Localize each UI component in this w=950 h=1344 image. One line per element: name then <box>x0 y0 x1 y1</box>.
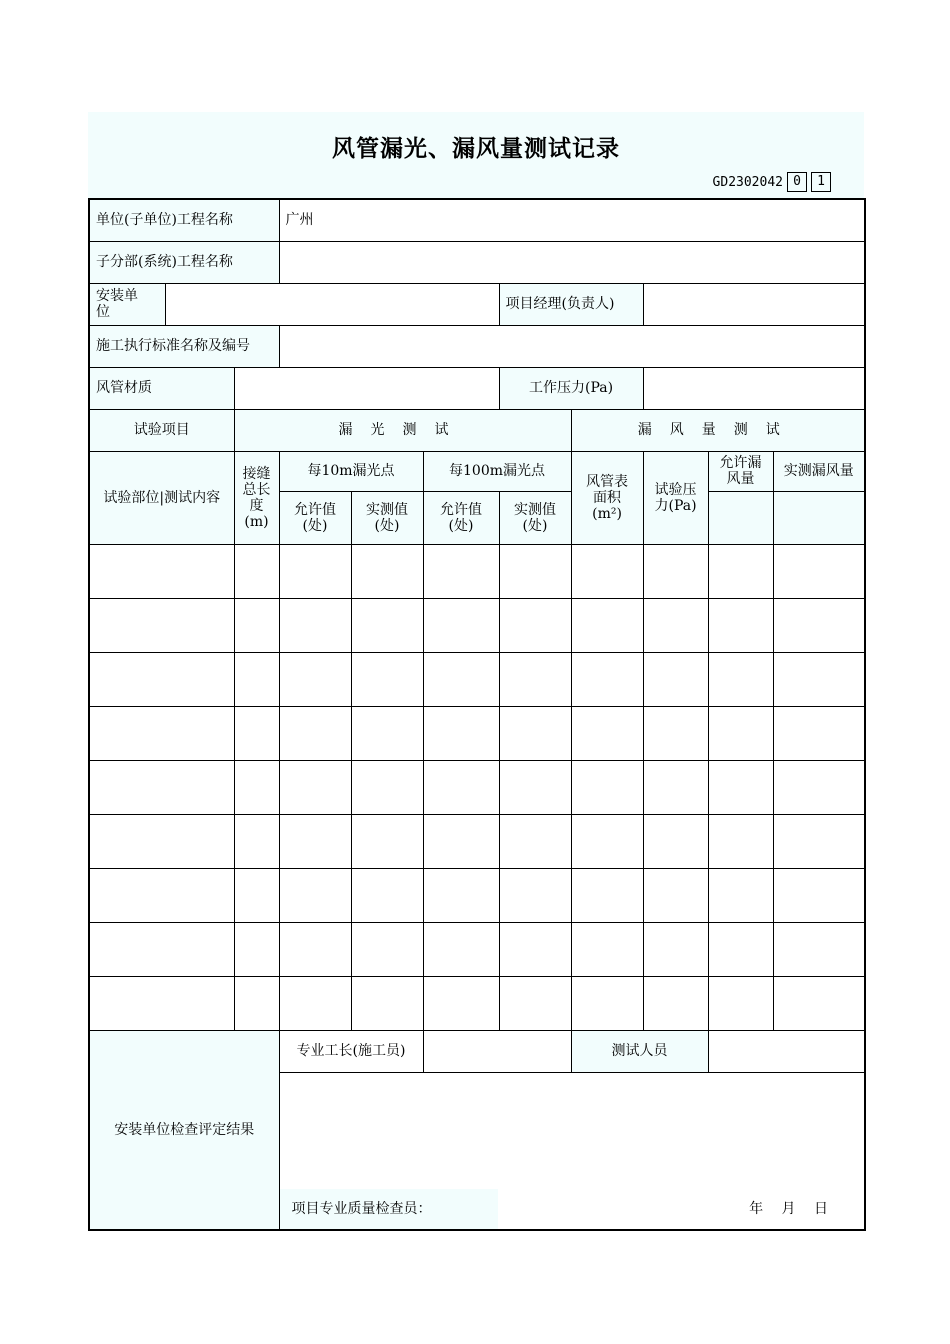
cell-position[interactable] <box>89 814 234 868</box>
cell-position[interactable] <box>89 706 234 760</box>
cell-allowed-leak[interactable] <box>708 706 773 760</box>
result-label: 安装单位检查评定结果 <box>89 1030 279 1230</box>
cell-allowed-10m[interactable] <box>279 652 351 706</box>
seam-length-header: 接缝总长度(m) <box>234 451 279 544</box>
cell-test-pressure[interactable] <box>643 760 708 814</box>
manager-field[interactable] <box>643 283 865 325</box>
cell-surface-area[interactable] <box>571 544 643 598</box>
cell-measured-100m[interactable] <box>499 922 571 976</box>
cell-test-pressure[interactable] <box>643 922 708 976</box>
cell-measured-10m[interactable] <box>351 706 423 760</box>
cell-seam-length[interactable] <box>234 544 279 598</box>
cell-measured-100m[interactable] <box>499 652 571 706</box>
cell-allowed-100m[interactable] <box>423 814 499 868</box>
cell-test-pressure[interactable] <box>643 868 708 922</box>
cell-seam-length[interactable] <box>234 976 279 1030</box>
cell-allowed-leak[interactable] <box>708 544 773 598</box>
position-content-header: 试验部位|测试内容 <box>89 451 234 544</box>
cell-test-pressure[interactable] <box>643 976 708 1030</box>
form-code-prefix: GD2302042 <box>712 174 783 190</box>
per-100m-header: 每100m漏光点 <box>423 451 571 491</box>
measured-100m-header: 实测值(处) <box>499 491 571 544</box>
cell-measured-leak[interactable] <box>773 922 865 976</box>
cell-allowed-leak[interactable] <box>708 814 773 868</box>
cell-measured-10m[interactable] <box>351 652 423 706</box>
cell-allowed-leak[interactable] <box>708 760 773 814</box>
cell-test-pressure[interactable] <box>643 706 708 760</box>
allowed-100m-header: 允许值(处) <box>423 491 499 544</box>
cell-allowed-leak[interactable] <box>708 922 773 976</box>
cell-seam-length[interactable] <box>234 922 279 976</box>
cell-allowed-10m[interactable] <box>279 544 351 598</box>
cell-position[interactable] <box>89 544 234 598</box>
cell-measured-leak[interactable] <box>773 598 865 652</box>
cell-measured-10m[interactable] <box>351 598 423 652</box>
material-field[interactable] <box>234 367 499 409</box>
cell-surface-area[interactable] <box>571 922 643 976</box>
table-row <box>89 544 865 598</box>
install-unit-field[interactable] <box>165 283 499 325</box>
per-10m-header: 每10m漏光点 <box>279 451 423 491</box>
cell-allowed-leak[interactable] <box>708 598 773 652</box>
cell-measured-10m[interactable] <box>351 760 423 814</box>
cell-allowed-10m[interactable] <box>279 814 351 868</box>
form-code-box-2[interactable]: 1 <box>811 172 831 192</box>
cell-measured-leak[interactable] <box>773 544 865 598</box>
measured-leak-header: 实测漏风量 <box>773 451 865 491</box>
inspector-label: 项目专业质量检查员： <box>280 1189 498 1229</box>
record-form-table <box>88 198 866 1231</box>
cell-allowed-100m[interactable] <box>423 652 499 706</box>
form-code <box>713 172 831 192</box>
test-item-label: 试验项目 <box>89 409 234 451</box>
cell-test-pressure[interactable] <box>643 544 708 598</box>
cell-position[interactable] <box>89 598 234 652</box>
cell-allowed-100m[interactable] <box>423 976 499 1030</box>
allowed-leak-unit-cell <box>708 491 773 544</box>
cell-surface-area[interactable] <box>571 706 643 760</box>
install-unit-label: 安装单位 <box>89 283 165 325</box>
table-row <box>89 652 865 706</box>
cell-allowed-10m[interactable] <box>279 922 351 976</box>
cell-position[interactable] <box>89 652 234 706</box>
cell-measured-100m[interactable] <box>499 976 571 1030</box>
cell-seam-length[interactable] <box>234 868 279 922</box>
test-pressure-header: 试验压力(Pa) <box>643 451 708 544</box>
cell-test-pressure[interactable] <box>643 598 708 652</box>
date-label: 年 月 日 <box>749 1201 829 1217</box>
cell-measured-100m[interactable] <box>499 760 571 814</box>
standard-field[interactable] <box>279 325 865 367</box>
cell-seam-length[interactable] <box>234 598 279 652</box>
cell-position[interactable] <box>89 760 234 814</box>
cell-allowed-100m[interactable] <box>423 868 499 922</box>
project-name-label: 单位(子单位)工程名称 <box>89 199 279 241</box>
air-test-header: 漏风量测试 <box>571 409 865 451</box>
cell-allowed-10m[interactable] <box>279 598 351 652</box>
data-rows <box>89 544 865 1030</box>
tester-field[interactable] <box>708 1030 865 1072</box>
subdivision-label: 子分部(系统)工程名称 <box>89 241 279 283</box>
table-row <box>89 814 865 868</box>
cell-allowed-100m[interactable] <box>423 760 499 814</box>
measured-10m-header: 实测值(处) <box>351 491 423 544</box>
cell-measured-10m[interactable] <box>351 544 423 598</box>
project-name-field[interactable]: 广州 <box>279 199 865 241</box>
standard-label: 施工执行标准名称及编号 <box>89 325 279 367</box>
table-row <box>89 922 865 976</box>
cell-measured-10m[interactable] <box>351 814 423 868</box>
cell-allowed-10m[interactable] <box>279 706 351 760</box>
table-row <box>89 706 865 760</box>
cell-surface-area[interactable] <box>571 760 643 814</box>
cell-seam-length[interactable] <box>234 652 279 706</box>
material-label: 风管材质 <box>89 367 234 409</box>
page-title: 风管漏光、漏风量测试记录 <box>332 136 620 162</box>
cell-seam-length[interactable] <box>234 760 279 814</box>
cell-measured-100m[interactable] <box>499 544 571 598</box>
cell-measured-100m[interactable] <box>499 706 571 760</box>
cell-allowed-leak[interactable] <box>708 652 773 706</box>
result-area[interactable] <box>279 1072 865 1230</box>
pressure-label: 工作压力(Pa) <box>499 367 643 409</box>
cell-test-pressure[interactable] <box>643 652 708 706</box>
foreman-field[interactable] <box>423 1030 571 1072</box>
pressure-field[interactable] <box>643 367 865 409</box>
cell-surface-area[interactable] <box>571 814 643 868</box>
manager-label: 项目经理(负责人) <box>499 283 643 325</box>
cell-allowed-leak[interactable] <box>708 868 773 922</box>
cell-surface-area[interactable] <box>571 976 643 1030</box>
cell-measured-100m[interactable] <box>499 868 571 922</box>
table-row <box>89 598 865 652</box>
cell-measured-leak[interactable] <box>773 814 865 868</box>
cell-surface-area[interactable] <box>571 652 643 706</box>
cell-allowed-10m[interactable] <box>279 760 351 814</box>
cell-seam-length[interactable] <box>234 814 279 868</box>
subdivision-field[interactable] <box>279 241 865 283</box>
cell-measured-leak[interactable] <box>773 976 865 1030</box>
cell-measured-100m[interactable] <box>499 814 571 868</box>
cell-allowed-leak[interactable] <box>708 976 773 1030</box>
cell-position[interactable] <box>89 922 234 976</box>
cell-measured-leak[interactable] <box>773 760 865 814</box>
surface-area-header: 风管表面积(m²) <box>571 451 643 544</box>
cell-measured-leak[interactable] <box>773 652 865 706</box>
cell-allowed-100m[interactable] <box>423 544 499 598</box>
allowed-10m-header: 允许值(处) <box>279 491 351 544</box>
cell-test-pressure[interactable] <box>643 814 708 868</box>
table-row <box>89 760 865 814</box>
cell-measured-leak[interactable] <box>773 868 865 922</box>
cell-measured-leak[interactable] <box>773 706 865 760</box>
cell-measured-10m[interactable] <box>351 922 423 976</box>
cell-allowed-100m[interactable] <box>423 598 499 652</box>
table-row <box>89 868 865 922</box>
cell-measured-10m[interactable] <box>351 976 423 1030</box>
cell-allowed-100m[interactable] <box>423 706 499 760</box>
allowed-leak-header: 允许漏风量 <box>708 451 773 491</box>
cell-position[interactable] <box>89 868 234 922</box>
form-code-box-1[interactable]: 0 <box>787 172 807 192</box>
cell-seam-length[interactable] <box>234 706 279 760</box>
measured-leak-unit-cell <box>773 491 865 544</box>
cell-measured-10m[interactable] <box>351 868 423 922</box>
cell-allowed-10m[interactable] <box>279 976 351 1030</box>
title-area <box>88 112 864 198</box>
cell-surface-area[interactable] <box>571 598 643 652</box>
cell-allowed-10m[interactable] <box>279 868 351 922</box>
foreman-label: 专业工长(施工员) <box>279 1030 423 1072</box>
cell-position[interactable] <box>89 976 234 1030</box>
cell-surface-area[interactable] <box>571 868 643 922</box>
cell-allowed-100m[interactable] <box>423 922 499 976</box>
tester-label: 测试人员 <box>571 1030 708 1072</box>
table-row <box>89 976 865 1030</box>
cell-measured-100m[interactable] <box>499 598 571 652</box>
light-test-header: 漏光测试 <box>234 409 571 451</box>
